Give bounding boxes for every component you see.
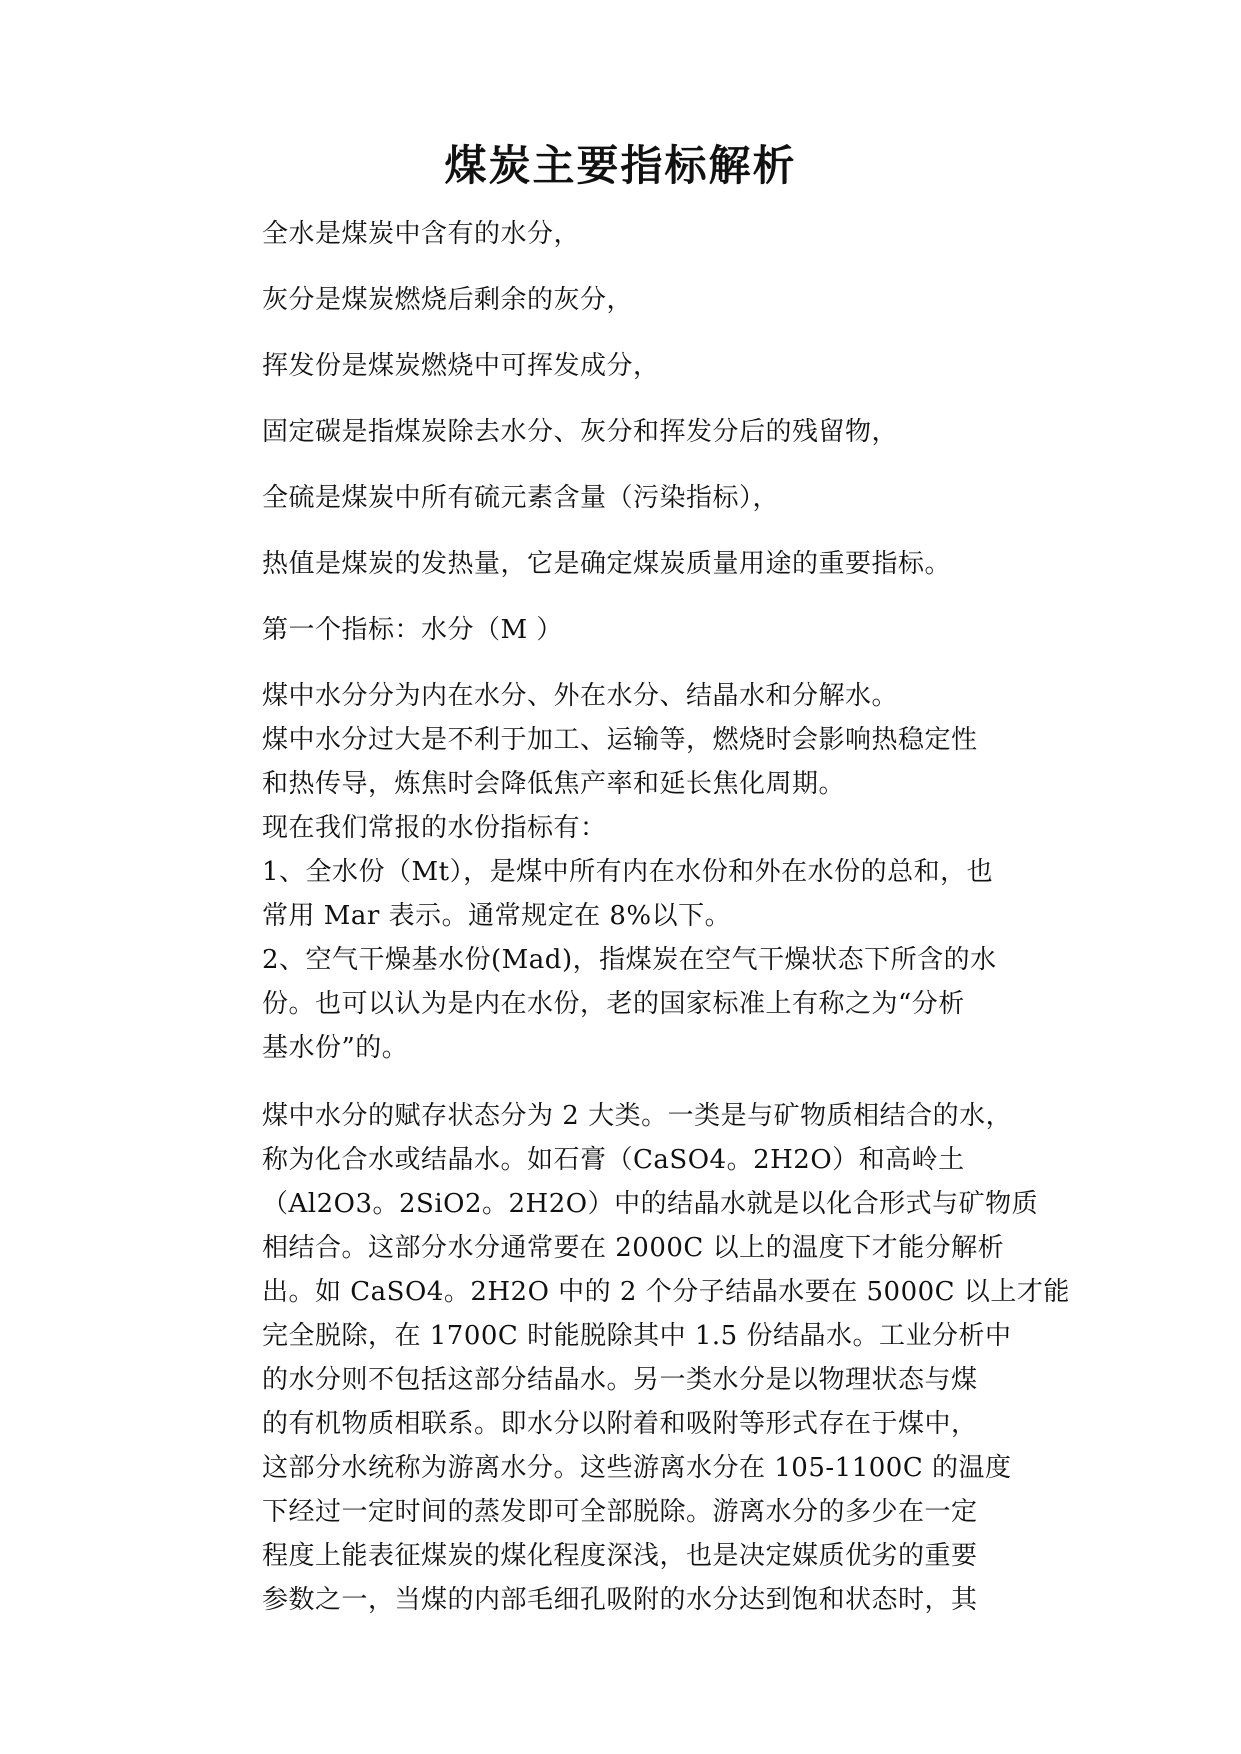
text-line: （Al2O3。2SiO2。2H2O）中的结晶水就是以化合形式与矿物质: [262, 1189, 1039, 1219]
definition-volatile: 挥发份是煤炭燃烧中可挥发成分，: [262, 351, 660, 381]
text-line: 煤中水分过大是不利于加工、运输等，燃烧时会影响热稳定性: [262, 725, 978, 755]
text-line: 出。如 CaSO4。2H2O 中的 2 个分子结晶水要在 5000C 以上才能: [262, 1277, 1070, 1307]
definition-calorific-value: 热值是煤炭的发热量，它是确定煤炭质量用途的重要指标。: [262, 549, 952, 579]
text-line: 煤中水分分为内在水分、外在水分、结晶水和分解水。: [262, 681, 899, 711]
definition-fixed-carbon: 固定碳是指煤炭除去水分、灰分和挥发分后的残留物，: [262, 417, 899, 447]
section-moisture-overview: [262, 674, 1054, 1070]
document-body: [262, 212, 1070, 1622]
text-line: 2、空气干燥基水份(Mad)，指煤炭在空气干燥状态下所含的水: [262, 945, 997, 975]
text-line: 常用 Mar 表示。通常规定在 8%以下。: [262, 901, 732, 931]
text-line: 和热传导，炼焦时会降低焦产率和延长焦化周期。: [262, 769, 846, 799]
text-line: 参数之一，当煤的内部毛细孔吸附的水分达到饱和状态时，其: [262, 1585, 978, 1615]
section-heading-moisture: 第一个指标：水分（M ）: [262, 615, 563, 645]
text-line: 份。也可以认为是内在水份，老的国家标准上有称之为“分析: [262, 989, 965, 1019]
section-moisture-states: [262, 1094, 1070, 1622]
text-line: 1、全水份（Mt），是煤中所有内在水份和外在水份的总和，也: [262, 857, 994, 887]
text-line: 的水分则不包括这部分结晶水。另一类水分是以物理状态与煤: [262, 1365, 978, 1395]
definition-total-sulfur: 全硫是煤炭中所有硫元素含量（污染指标），: [262, 483, 780, 513]
text-line: 现在我们常报的水份指标有：: [262, 813, 607, 843]
text-line: 这部分水统称为游离水分。这些游离水分在 105-1100C 的温度: [262, 1453, 1012, 1483]
definition-list: [262, 212, 1054, 652]
text-line: 相结合。这部分水分通常要在 2000C 以上的温度下才能分解析: [262, 1233, 1005, 1263]
text-line: 煤中水分的赋存状态分为 2 大类。一类是与矿物质相结合的水，: [262, 1101, 1013, 1131]
text-line: 的有机物质相联系。即水分以附着和吸附等形式存在于煤中，: [262, 1409, 978, 1439]
definition-total-moisture: 全水是煤炭中含有的水分，: [262, 219, 581, 249]
document-title: 煤炭主要指标解析: [444, 141, 797, 190]
text-line: 完全脱除，在 1700C 时能脱除其中 1.5 份结晶水。工业分析中: [262, 1321, 1012, 1351]
text-line: 程度上能表征煤炭的煤化程度深浅，也是决定媒质优劣的重要: [262, 1541, 978, 1571]
text-line: 下经过一定时间的蒸发即可全部脱除。游离水分的多少在一定: [262, 1497, 978, 1527]
text-line: 称为化合水或结晶水。如石膏（CaSO4。2H2O）和高岭土: [262, 1145, 965, 1175]
text-line: 基水份”的。: [262, 1033, 409, 1063]
definition-ash: 灰分是煤炭燃烧后剩余的灰分，: [262, 285, 634, 315]
